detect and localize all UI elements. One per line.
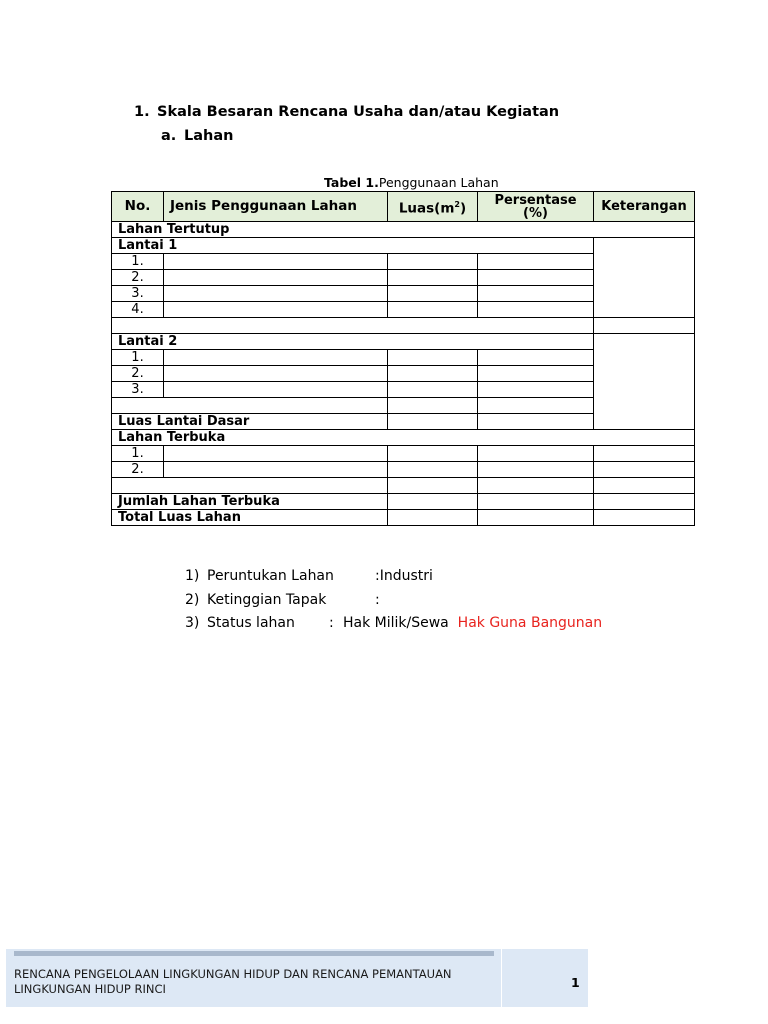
footer-accent-bar bbox=[14, 951, 494, 956]
jenis-cell[interactable] bbox=[164, 254, 388, 270]
list-item bbox=[185, 613, 602, 637]
item-number: 1) bbox=[185, 568, 200, 584]
persen-cell[interactable] bbox=[478, 286, 594, 302]
blank-cell[interactable] bbox=[112, 318, 594, 334]
item-value: Hak Milik/Sewa bbox=[343, 615, 449, 631]
item-number: 3) bbox=[185, 615, 200, 631]
page-footer bbox=[6, 949, 588, 1007]
item-label: Status lahan bbox=[207, 615, 295, 631]
subsection-title: Lahan bbox=[184, 128, 234, 144]
row-number: 4. bbox=[112, 302, 164, 318]
keterangan-cell[interactable] bbox=[594, 462, 695, 478]
persen-cell[interactable] bbox=[478, 350, 594, 366]
blank-cell[interactable] bbox=[112, 478, 388, 494]
persen-cell[interactable] bbox=[478, 398, 594, 414]
luas-cell[interactable] bbox=[388, 382, 478, 398]
keterangan-cell[interactable] bbox=[594, 238, 695, 318]
jenis-cell[interactable] bbox=[164, 462, 388, 478]
item-label: Ketinggian Tapak bbox=[207, 591, 327, 608]
item-value: Industri bbox=[379, 568, 433, 584]
persen-cell[interactable] bbox=[478, 494, 594, 510]
list-item bbox=[185, 566, 602, 590]
section-lahan-terbuka: Lahan Terbuka bbox=[112, 430, 695, 446]
persen-cell[interactable] bbox=[478, 462, 594, 478]
persen-cell[interactable] bbox=[478, 446, 594, 462]
luas-cell[interactable] bbox=[388, 446, 478, 462]
item-separator: : bbox=[375, 591, 380, 608]
section-heading bbox=[134, 104, 559, 120]
persen-cell[interactable] bbox=[478, 254, 594, 270]
land-use-table bbox=[111, 191, 695, 526]
luas-cell[interactable] bbox=[388, 398, 478, 414]
keterangan-cell[interactable] bbox=[594, 446, 695, 462]
page-number: 1 bbox=[571, 975, 580, 990]
item-separator: : bbox=[329, 615, 334, 631]
jenis-cell[interactable] bbox=[164, 350, 388, 366]
caption-prefix: Tabel 1. bbox=[324, 175, 379, 190]
table-row bbox=[112, 318, 695, 334]
footer-line-1: RENCANA PENGELOLAAN LINGKUNGAN HIDUP DAN RENCANA PEMANTAUAN bbox=[14, 967, 452, 981]
caption-title: Penggunaan Lahan bbox=[378, 175, 499, 190]
keterangan-cell[interactable] bbox=[594, 478, 695, 494]
jenis-cell[interactable] bbox=[164, 302, 388, 318]
jenis-cell[interactable] bbox=[164, 270, 388, 286]
table-row bbox=[112, 462, 695, 478]
keterangan-cell[interactable] bbox=[594, 510, 695, 526]
footer-divider bbox=[501, 949, 502, 1007]
subsection-heading bbox=[161, 128, 233, 144]
header-keterangan: Keterangan bbox=[594, 192, 695, 222]
row-number: 2. bbox=[112, 462, 164, 478]
keterangan-cell[interactable] bbox=[594, 494, 695, 510]
item-label: Peruntukan Lahan bbox=[207, 568, 334, 584]
persen-cell[interactable] bbox=[478, 302, 594, 318]
item-separator: : bbox=[375, 568, 380, 584]
table-row bbox=[112, 494, 695, 510]
section-lahan-tertutup: Lahan Tertutup bbox=[112, 222, 695, 238]
luas-cell[interactable] bbox=[388, 494, 478, 510]
row-number: 1. bbox=[112, 254, 164, 270]
row-number: 2. bbox=[112, 270, 164, 286]
luas-cell[interactable] bbox=[388, 254, 478, 270]
luas-cell[interactable] bbox=[388, 286, 478, 302]
luas-cell[interactable] bbox=[388, 478, 478, 494]
subsection-number: a. bbox=[161, 128, 177, 144]
header-no: No. bbox=[112, 192, 164, 222]
item-value-highlight: Hak Guna Bangunan bbox=[457, 615, 603, 631]
header-persentase: Persentase (%) bbox=[478, 192, 594, 222]
luas-cell[interactable] bbox=[388, 350, 478, 366]
section-number: 1. bbox=[134, 104, 150, 120]
persen-cell[interactable] bbox=[478, 366, 594, 382]
luas-cell[interactable] bbox=[388, 462, 478, 478]
item-number: 2) bbox=[185, 591, 200, 608]
row-number: 3. bbox=[112, 286, 164, 302]
persen-cell[interactable] bbox=[478, 382, 594, 398]
table-row bbox=[112, 238, 695, 254]
keterangan-cell[interactable] bbox=[594, 334, 695, 430]
jumlah-lahan-terbuka-label: Jumlah Lahan Terbuka bbox=[112, 494, 388, 510]
persen-cell[interactable] bbox=[478, 510, 594, 526]
persen-cell[interactable] bbox=[478, 478, 594, 494]
table-caption bbox=[324, 175, 499, 190]
keterangan-cell[interactable] bbox=[594, 318, 695, 334]
header-jenis: Jenis Penggunaan Lahan bbox=[164, 192, 388, 222]
luas-lantai-dasar-label: Luas Lantai Dasar bbox=[112, 414, 388, 430]
persen-cell[interactable] bbox=[478, 270, 594, 286]
table-row bbox=[112, 334, 695, 350]
footer-line-2: LINGKUNGAN HIDUP RINCI bbox=[14, 982, 166, 996]
table-header-row bbox=[112, 192, 695, 222]
section-lantai-1: Lantai 1 bbox=[112, 238, 594, 254]
table-row bbox=[112, 446, 695, 462]
table-row bbox=[112, 222, 695, 238]
footer-title bbox=[14, 967, 484, 997]
luas-cell[interactable] bbox=[388, 302, 478, 318]
list-item bbox=[185, 590, 602, 614]
total-luas-lahan-label: Total Luas Lahan bbox=[112, 510, 388, 526]
table-row bbox=[112, 430, 695, 446]
jenis-cell[interactable] bbox=[164, 446, 388, 462]
jenis-cell[interactable] bbox=[164, 382, 388, 398]
blank-cell[interactable] bbox=[112, 398, 388, 414]
section-lantai-2: Lantai 2 bbox=[112, 334, 594, 350]
luas-cell[interactable] bbox=[388, 270, 478, 286]
luas-cell[interactable] bbox=[388, 510, 478, 526]
table-row bbox=[112, 510, 695, 526]
section-title: Skala Besaran Rencana Usaha dan/atau Kegiatan bbox=[157, 104, 560, 120]
jenis-cell[interactable] bbox=[164, 366, 388, 382]
jenis-cell[interactable] bbox=[164, 286, 388, 302]
persen-cell[interactable] bbox=[478, 414, 594, 430]
row-number: 2. bbox=[112, 366, 164, 382]
row-number: 1. bbox=[112, 446, 164, 462]
luas-cell[interactable] bbox=[388, 366, 478, 382]
header-luas: $Luas(m^2)$ bbox=[388, 192, 478, 222]
row-number: 1. bbox=[112, 350, 164, 366]
land-details-list bbox=[185, 566, 602, 637]
table-row bbox=[112, 478, 695, 494]
row-number: 3. bbox=[112, 382, 164, 398]
luas-cell[interactable] bbox=[388, 414, 478, 430]
